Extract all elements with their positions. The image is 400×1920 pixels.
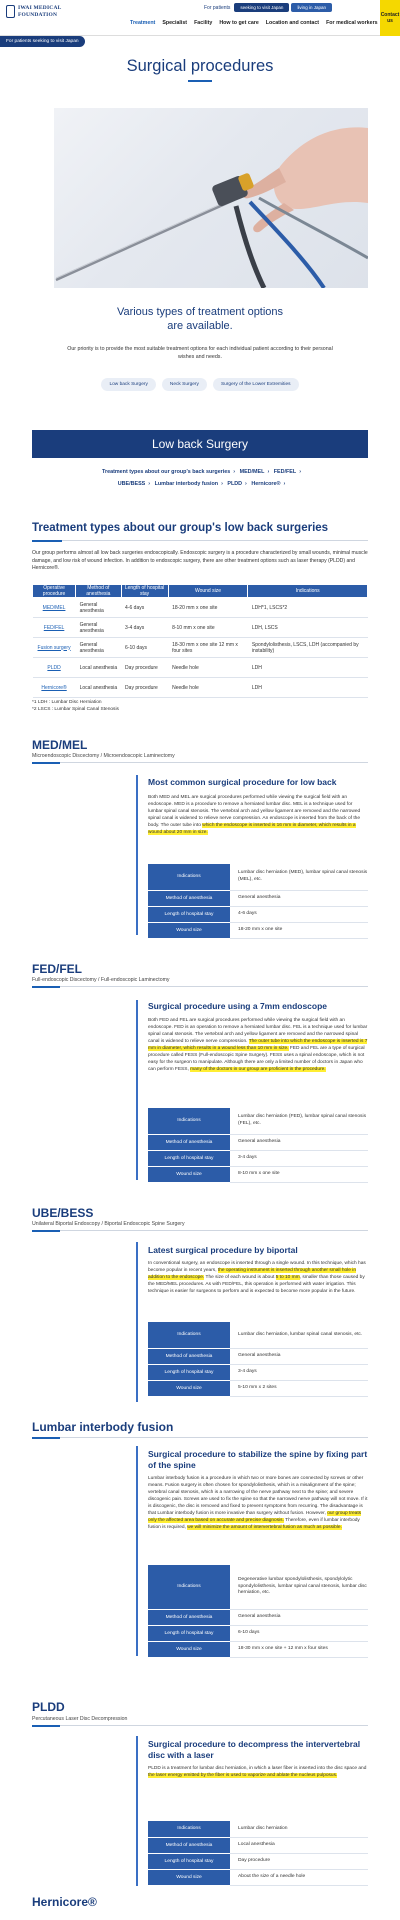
link-ube-bess[interactable]: UBE/BESS [117,481,146,487]
intro-text: Our priority is to provide the most suitable treatment options for each individual patient according to their personal wishes and needs. [67,346,333,360]
procedure-link[interactable]: Hernicore® [33,678,76,698]
lumbar-fusion-divider [136,1446,138,1656]
chip-low-back-surgery[interactable]: Low back Surgery [101,378,155,391]
fed-fel-body: Both FED and FEL are surgical procedures performed while viewing the surgical field with an endoscope. FED is an operation to remove a herniated lumbar disc. FEL is a technique used for lumbar spinal canal stenosis. The vertebral arch and yellow ligament are removed and the narrowed spinal canal is widened to relieve nerve compression. The outer tube into which the endoscope is inserted is 7 mm in diameter, which results in a wound less than 10 mm in size. FED and FEL are a type of surgical procedure called FESS (Full-endoscopic Spine Surgery). FESS uses a spinal endoscope, which is not easy for the surgeon to manipulate. Although there are only a limited number of doctors in Japan who can perform FESS, many of the doctors in our group are proficient in the procedure. [148,1018,368,1072]
intro-heading: Various types of treatment options are available. [116,306,284,332]
fed-fel-subtitle: Full-endoscopic Discectomy / Full-endoscopic Laminectomy [32,977,170,983]
med-mel-heading: Most common surgical procedure for low back [148,777,337,787]
procedure-link[interactable]: FED/FEL [33,618,76,638]
logo-line1: IWAI MEDICAL [18,5,62,11]
col-operative-procedure: Operative procedure [33,585,76,598]
procedure-link[interactable]: PLDD [33,658,76,678]
contact-button[interactable]: Contact us [380,0,400,36]
pldd-divider [136,1736,138,1886]
ube-bess-title: UBE/BESS [32,1206,94,1220]
table-row: Hernicore® Local anesthesia Day procedure Needle hole LDH [33,678,368,698]
page-title: Surgical procedures [126,57,274,75]
table-row: PLDD Local anesthesia Day procedure Needle hole LDH [33,658,368,678]
low-back-surgery-banner: Low back Surgery [32,430,368,458]
pldd-heading: Surgical procedure to decompress the intervertebral disc with a laser [148,1739,361,1760]
pldd-subtitle: Percutaneous Laser Disc Decompression [32,1716,128,1722]
col-indications: Indications [248,585,368,598]
nav-location-contact[interactable]: Location and contact [265,20,320,26]
link-treatment-types[interactable]: Treatment types about our group's back surgeries [101,469,231,475]
link-pldd[interactable]: PLDD [227,481,243,487]
table-row: Fusion surgery General anesthesia 6-10 days 18-30 mm x one site 12 mm x four sites Spondylolisthesis, LSCS, LDH (accompanied by instability) [33,638,368,658]
table-row: MED/MEL General anesthesia 4-6 days 18-20 mm x one site LDH*1, LSCS*2 [33,598,368,618]
fed-fel-highlight-2: many of the doctors in our group are proficient in the procedure. [190,1067,326,1072]
ube-bess-heading: Latest surgical procedure by biportal [148,1245,298,1255]
link-med-mel[interactable]: MED/MEL [239,469,265,475]
link-hernicore[interactable]: Hernicore® [251,481,281,487]
lumbar-fusion-heading: Surgical procedure to stabilize the spine by fixing part of the spine [148,1449,368,1470]
pldd-title: PLDD [32,1700,65,1714]
med-mel-subtitle: Microendoscopic Discectomy / Microendoscopic Laminectomy [32,753,175,759]
lumbar-fusion-highlight-2: we will minimize the amount of intervertebral fusion as much as possible. [187,1525,342,1530]
seeking-japan-link[interactable]: seeking to visit Japan [234,3,289,12]
surgery-instrument-illustration [54,108,368,288]
treatment-types-table [32,584,368,698]
col-hospital-stay: Length of hospital stay [121,585,168,598]
fed-fel-highlight: The outer tube into which the endoscope is inserted is 7 mm in diameter, which results in a wound less than 10 mm in size. [148,1039,368,1051]
main-nav [130,20,378,26]
site-header [0,0,400,36]
med-mel-divider [136,775,138,935]
ube-bess-body: In conventional surgery, an endoscope is inserted through a single wound. In this technique, which has become popular in recent years, the operating instrument is inserted through another small hole in addition to the endoscope. The size of each wound is about 5 to 10 mm, smaller than those caused by the MED/MEL procedures. As with FED/FEL, this operation is performed with water irrigation. This technique is easier for surgeons to perform and is expected to become more popular in the future. [148,1261,366,1294]
nav-medical-workers[interactable]: For medical workers [326,20,378,26]
nav-specialist[interactable]: Specialist [162,20,188,26]
med-mel-info-table: Indications Lumbar disc herniation (MED), lumbar spinal canal stenosis (MEL), etc. Method of anesthesia General anesthesia Length of hospital stay 4-6 days Wound size 18-20 mm x one site [148,864,368,939]
patient-links [204,3,332,12]
table-footnotes: *1 LDH : Lumbar Disc Herniation *2 LSCS : Lumbar Spinal Canal Stenosis [32,700,119,712]
nav-how-to-get-care[interactable]: How to get care [219,20,259,26]
low-back-anchor-links: Treatment types about our group's back surgeries › MED/MEL › FED/FEL › UBE/BESS › Lumbar interbody fusion › PLDD › Hernicore® › [101,469,301,487]
lumbar-fusion-body: Lumbar interbody fusion is a procedure in which two or more bones are connected by screws or other means. Fusion surgery is often chosen for spondylolisthesis, which is a misalignment of the spine; vertebral canal stenosis, which is a narrowing of the nerve pathway next to the spine; and severe discogenic pain. Screws are used to fix the spine so that the narrowed nerve pathway will not move. If it is discogenic, the disc is removed and fixed to prevent symptoms from recurring. The disadvantage is that Lumbar interbody fusion is more invasive than surgery without fusion. However, our group treats only the affected area based on accurate and precise diagnosis. Therefore, even if lumbar interbody fusion is required, we will minimize the amount of intervertebral fusion as much as possible. [148,1476,368,1530]
procedure-link[interactable]: Fusion surgery [33,638,76,658]
fed-fel-divider [136,1000,138,1180]
fed-fel-heading: Surgical procedure using a 7mm endoscope [148,1001,328,1011]
ube-bess-underline [32,1230,368,1231]
lumbar-fusion-info-table: Indications Degenerative lumbar spondylolisthesis, spondylolytic spondylolisthesis, lumbar spinal canal stenosis, lumbar disc herniation, etc. Method of anesthesia General anesthesia Length of hospital stay 6-10 days Wound size 18-30 mm x one site + 12 mm x four sites [148,1565,368,1658]
lumbar-fusion-highlight: our group treats only the affected area based on accurate and precise diagnosis. [148,1511,362,1523]
logo-mark-icon [6,5,15,18]
med-mel-title: MED/MEL [32,738,88,752]
for-patients-label: For patients [204,4,231,11]
pldd-info-table: Indications Lumbar disc herniation Method of anesthesia Local anesthesia Length of hospital stay Day procedure Wound size About the size of a needle hole [148,1821,368,1886]
fed-fel-info-table: Indications Lumbar disc herniation (FED), lumbar spinal canal stenosis (FEL), etc. Method of anesthesia General anesthesia Length of hospital stay 3-4 days Wound size 8-10 mm x one site [148,1108,368,1183]
ube-bess-highlight-2: 5 to 10 mm [275,1275,300,1280]
title-underline [188,80,212,82]
procedure-link[interactable]: MED/MEL [33,598,76,618]
link-fed-fel[interactable]: FED/FEL [273,469,297,475]
hero-image [54,108,368,288]
treatment-types-text: Our group performs almost all low back surgeries endoscopically. Endoscopic surgery is a procedure characterized by small wounds, minimal muscle damage, and low risk of wound infection. In addition to endoscopic surgery, there are other treatment options such as laser therapy (PLDD) and Hernicore®. [32,550,368,572]
treatment-types-underline [32,540,368,541]
seeking-japan-tab[interactable]: For patients seeking to visit Japan [0,36,85,47]
hernicore-title: Hernicore® [32,1895,97,1909]
ube-bess-info-table: Indications Lumbar disc herniation, lumbar spinal canal stenosis, etc. Method of anesthesia General anesthesia Length of hospital stay 3-4 days Wound size 5-10 mm x 2 sites [148,1322,368,1397]
treatment-types-heading: Treatment types about our group's low back surgeries [32,522,329,534]
med-mel-highlight: which the endoscope is inserted is 16 mm in diameter, which results in a wound about 20 mm in size. [148,823,356,835]
ube-bess-subtitle: Unilateral Biportal Endoscopy / Biportal Endoscopic Spine Surgery [32,1221,185,1227]
col-wound-size: Wound size [168,585,248,598]
chip-neck-surgery[interactable]: Neck Surgery [162,378,207,391]
med-mel-underline [32,762,368,763]
ube-bess-divider [136,1242,138,1402]
pldd-body: PLDD is a treatment for lumbar disc herniation, in which a laser fiber is inserted into the disc space and the laser energy emitted by the fiber is used to vaporize and ablate the nucleus pulposus. [148,1766,367,1778]
pldd-highlight: the laser energy emitted by the fiber is used to vaporize and ablate the nucleus pulposus. [148,1773,338,1778]
lumbar-fusion-title: Lumbar interbody fusion [32,1420,174,1434]
category-chips [0,378,400,391]
table-row: FED/FEL General anesthesia 3-4 days 8-10 mm x one site LDH, LSCS [33,618,368,638]
nav-treatment[interactable]: Treatment [130,20,156,26]
nav-facility[interactable]: Facility [194,20,213,26]
link-lumbar-fusion[interactable]: Lumbar interbody fusion [154,481,219,487]
site-logo[interactable] [6,5,62,18]
fed-fel-title: FED/FEL [32,962,82,976]
chip-lower-extremities[interactable]: Surgery of the Lower Extremities [213,378,299,391]
col-anesthesia: Method of anesthesia [76,585,121,598]
living-japan-link[interactable]: living in Japan [291,3,332,12]
med-mel-body: Both MED and MEL are surgical procedures performed while viewing the surgical field with an endoscope. MED is a procedure to remove a herniated lumbar disc. MEL is a technique used for lumbar spinal canal stenosis. The vertebral arch and yellow ligament are removed and the narrowed spinal canal is widened to relieve nerve compression. An endoscope is inserted from the back of the body. The outer tube into which the endoscope is inserted is 16 mm in diameter, which results in a wound about 20 mm in size. [148,795,361,835]
logo-line2: FOUNDATION [18,11,58,18]
fed-fel-underline [32,986,368,987]
lumbar-fusion-underline [32,1437,368,1438]
ube-bess-highlight: the operating instrument is inserted through another small hole in addition to the endoscope. [148,1268,356,1280]
pldd-underline [32,1725,368,1726]
